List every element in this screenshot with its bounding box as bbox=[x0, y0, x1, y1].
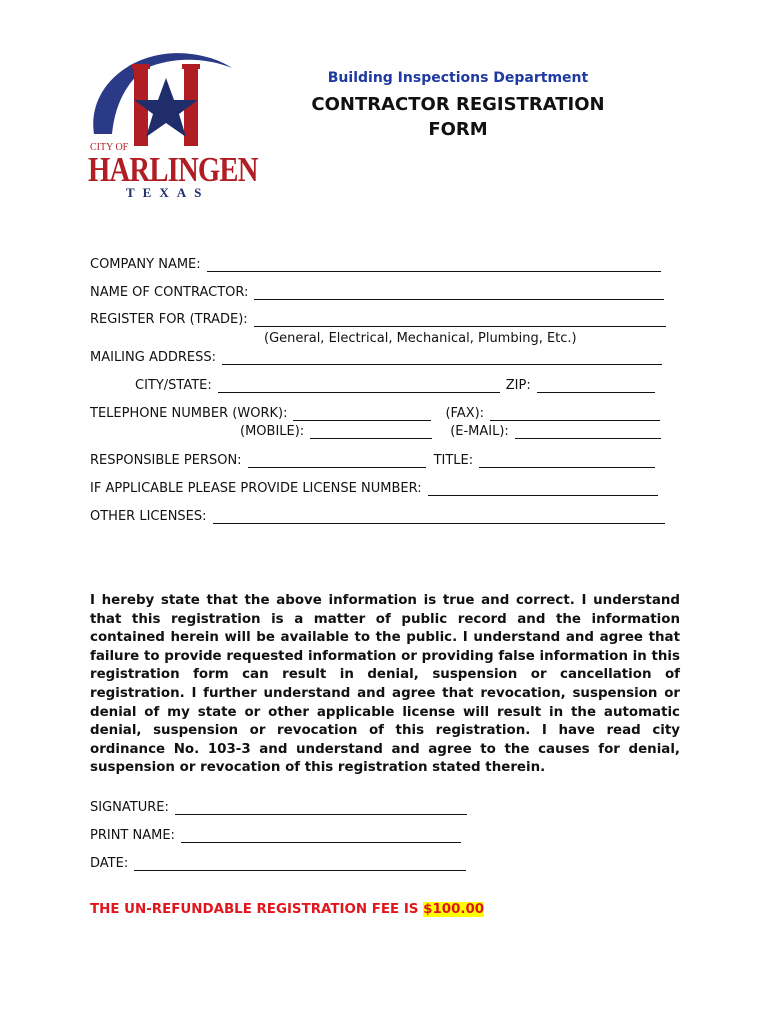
telephone-work-field[interactable] bbox=[293, 406, 431, 421]
mailing-address-row bbox=[90, 350, 662, 365]
fee-notice bbox=[90, 902, 484, 917]
signature-row bbox=[90, 800, 467, 815]
logo-city-name: HARLINGEN bbox=[88, 150, 258, 189]
title-label: TITLE: bbox=[433, 453, 474, 468]
register-for-field[interactable] bbox=[254, 312, 666, 327]
responsible-person-row bbox=[90, 453, 655, 468]
contractor-name-row bbox=[90, 285, 664, 300]
signature-label: SIGNATURE: bbox=[90, 800, 169, 815]
company-name-label: COMPANY NAME: bbox=[90, 257, 201, 272]
date-field[interactable] bbox=[134, 856, 466, 871]
fax-label: (FAX): bbox=[445, 406, 485, 421]
license-number-field[interactable] bbox=[428, 481, 658, 496]
fee-text: THE UN-REFUNDABLE REGISTRATION FEE IS bbox=[90, 902, 419, 917]
print-name-label: PRINT NAME: bbox=[90, 828, 175, 843]
logo-city-of: CITY OF bbox=[90, 142, 129, 153]
other-licenses-row bbox=[90, 509, 665, 524]
date-row bbox=[90, 856, 466, 871]
mobile-label: (MOBILE): bbox=[240, 424, 305, 439]
form-title bbox=[290, 92, 626, 142]
license-number-row bbox=[90, 481, 658, 496]
register-for-label: REGISTER FOR (TRADE): bbox=[90, 312, 248, 327]
responsible-person-label: RESPONSIBLE PERSON: bbox=[90, 453, 242, 468]
declaration-paragraph: I hereby state that the above information is true and correct. I understand that this registration is a matter of public record and the information contained herein will be available to the public. I understand and agree that failure to provide requested information or providing false information in this registration form can result in denial, suspension or cancellation of registration. I further understand and agree that revocation, suspension or denial of my state or other applicable license will result in the automatic denial, suspension or revocation of this registration. I have read city ordinance No. 103-3 and understand and agree to the causes for denial, suspension or revocation of this registration stated therein. bbox=[90, 593, 680, 776]
mailing-address-field[interactable] bbox=[222, 350, 662, 365]
company-name-row bbox=[90, 257, 661, 272]
mobile-row bbox=[240, 424, 661, 439]
print-name-field[interactable] bbox=[181, 828, 461, 843]
contractor-name-field[interactable] bbox=[254, 285, 664, 300]
license-number-label: IF APPLICABLE PLEASE PROVIDE LICENSE NUMBER: bbox=[90, 481, 422, 496]
date-label: DATE: bbox=[90, 856, 129, 871]
zip-field[interactable] bbox=[537, 378, 655, 393]
other-licenses-label: OTHER LICENSES: bbox=[90, 509, 207, 524]
department-name: Building Inspections Department bbox=[327, 70, 589, 86]
responsible-person-field[interactable] bbox=[248, 453, 426, 468]
title-field[interactable] bbox=[479, 453, 655, 468]
telephone-work-label: TELEPHONE NUMBER (WORK): bbox=[90, 406, 288, 421]
form-title-line2: FORM bbox=[428, 119, 488, 140]
city-state-row bbox=[135, 378, 655, 393]
city-state-label: CITY/STATE: bbox=[135, 378, 212, 393]
logo-state: TEXAS bbox=[126, 185, 210, 200]
form-title-line1: CONTRACTOR REGISTRATION bbox=[311, 94, 605, 115]
fee-amount: $100.00 bbox=[423, 902, 485, 917]
company-name-field[interactable] bbox=[207, 257, 661, 272]
zip-label: ZIP: bbox=[505, 378, 531, 393]
email-label: (E-MAIL): bbox=[450, 424, 509, 439]
city-state-field[interactable] bbox=[218, 378, 500, 393]
email-field[interactable] bbox=[515, 424, 661, 439]
print-name-row bbox=[90, 828, 461, 843]
harlingen-emblem-icon bbox=[82, 42, 244, 152]
mobile-field[interactable] bbox=[310, 424, 432, 439]
other-licenses-field[interactable] bbox=[213, 509, 665, 524]
mailing-address-label: MAILING ADDRESS: bbox=[90, 350, 216, 365]
telephone-work-row bbox=[90, 406, 660, 421]
register-for-note: (General, Electrical, Mechanical, Plumbing, Etc.) bbox=[264, 331, 577, 346]
register-for-row bbox=[90, 312, 666, 327]
signature-field[interactable] bbox=[175, 800, 467, 815]
contractor-name-label: NAME OF CONTRACTOR: bbox=[90, 285, 249, 300]
city-logo bbox=[82, 42, 258, 202]
fax-field[interactable] bbox=[490, 406, 660, 421]
